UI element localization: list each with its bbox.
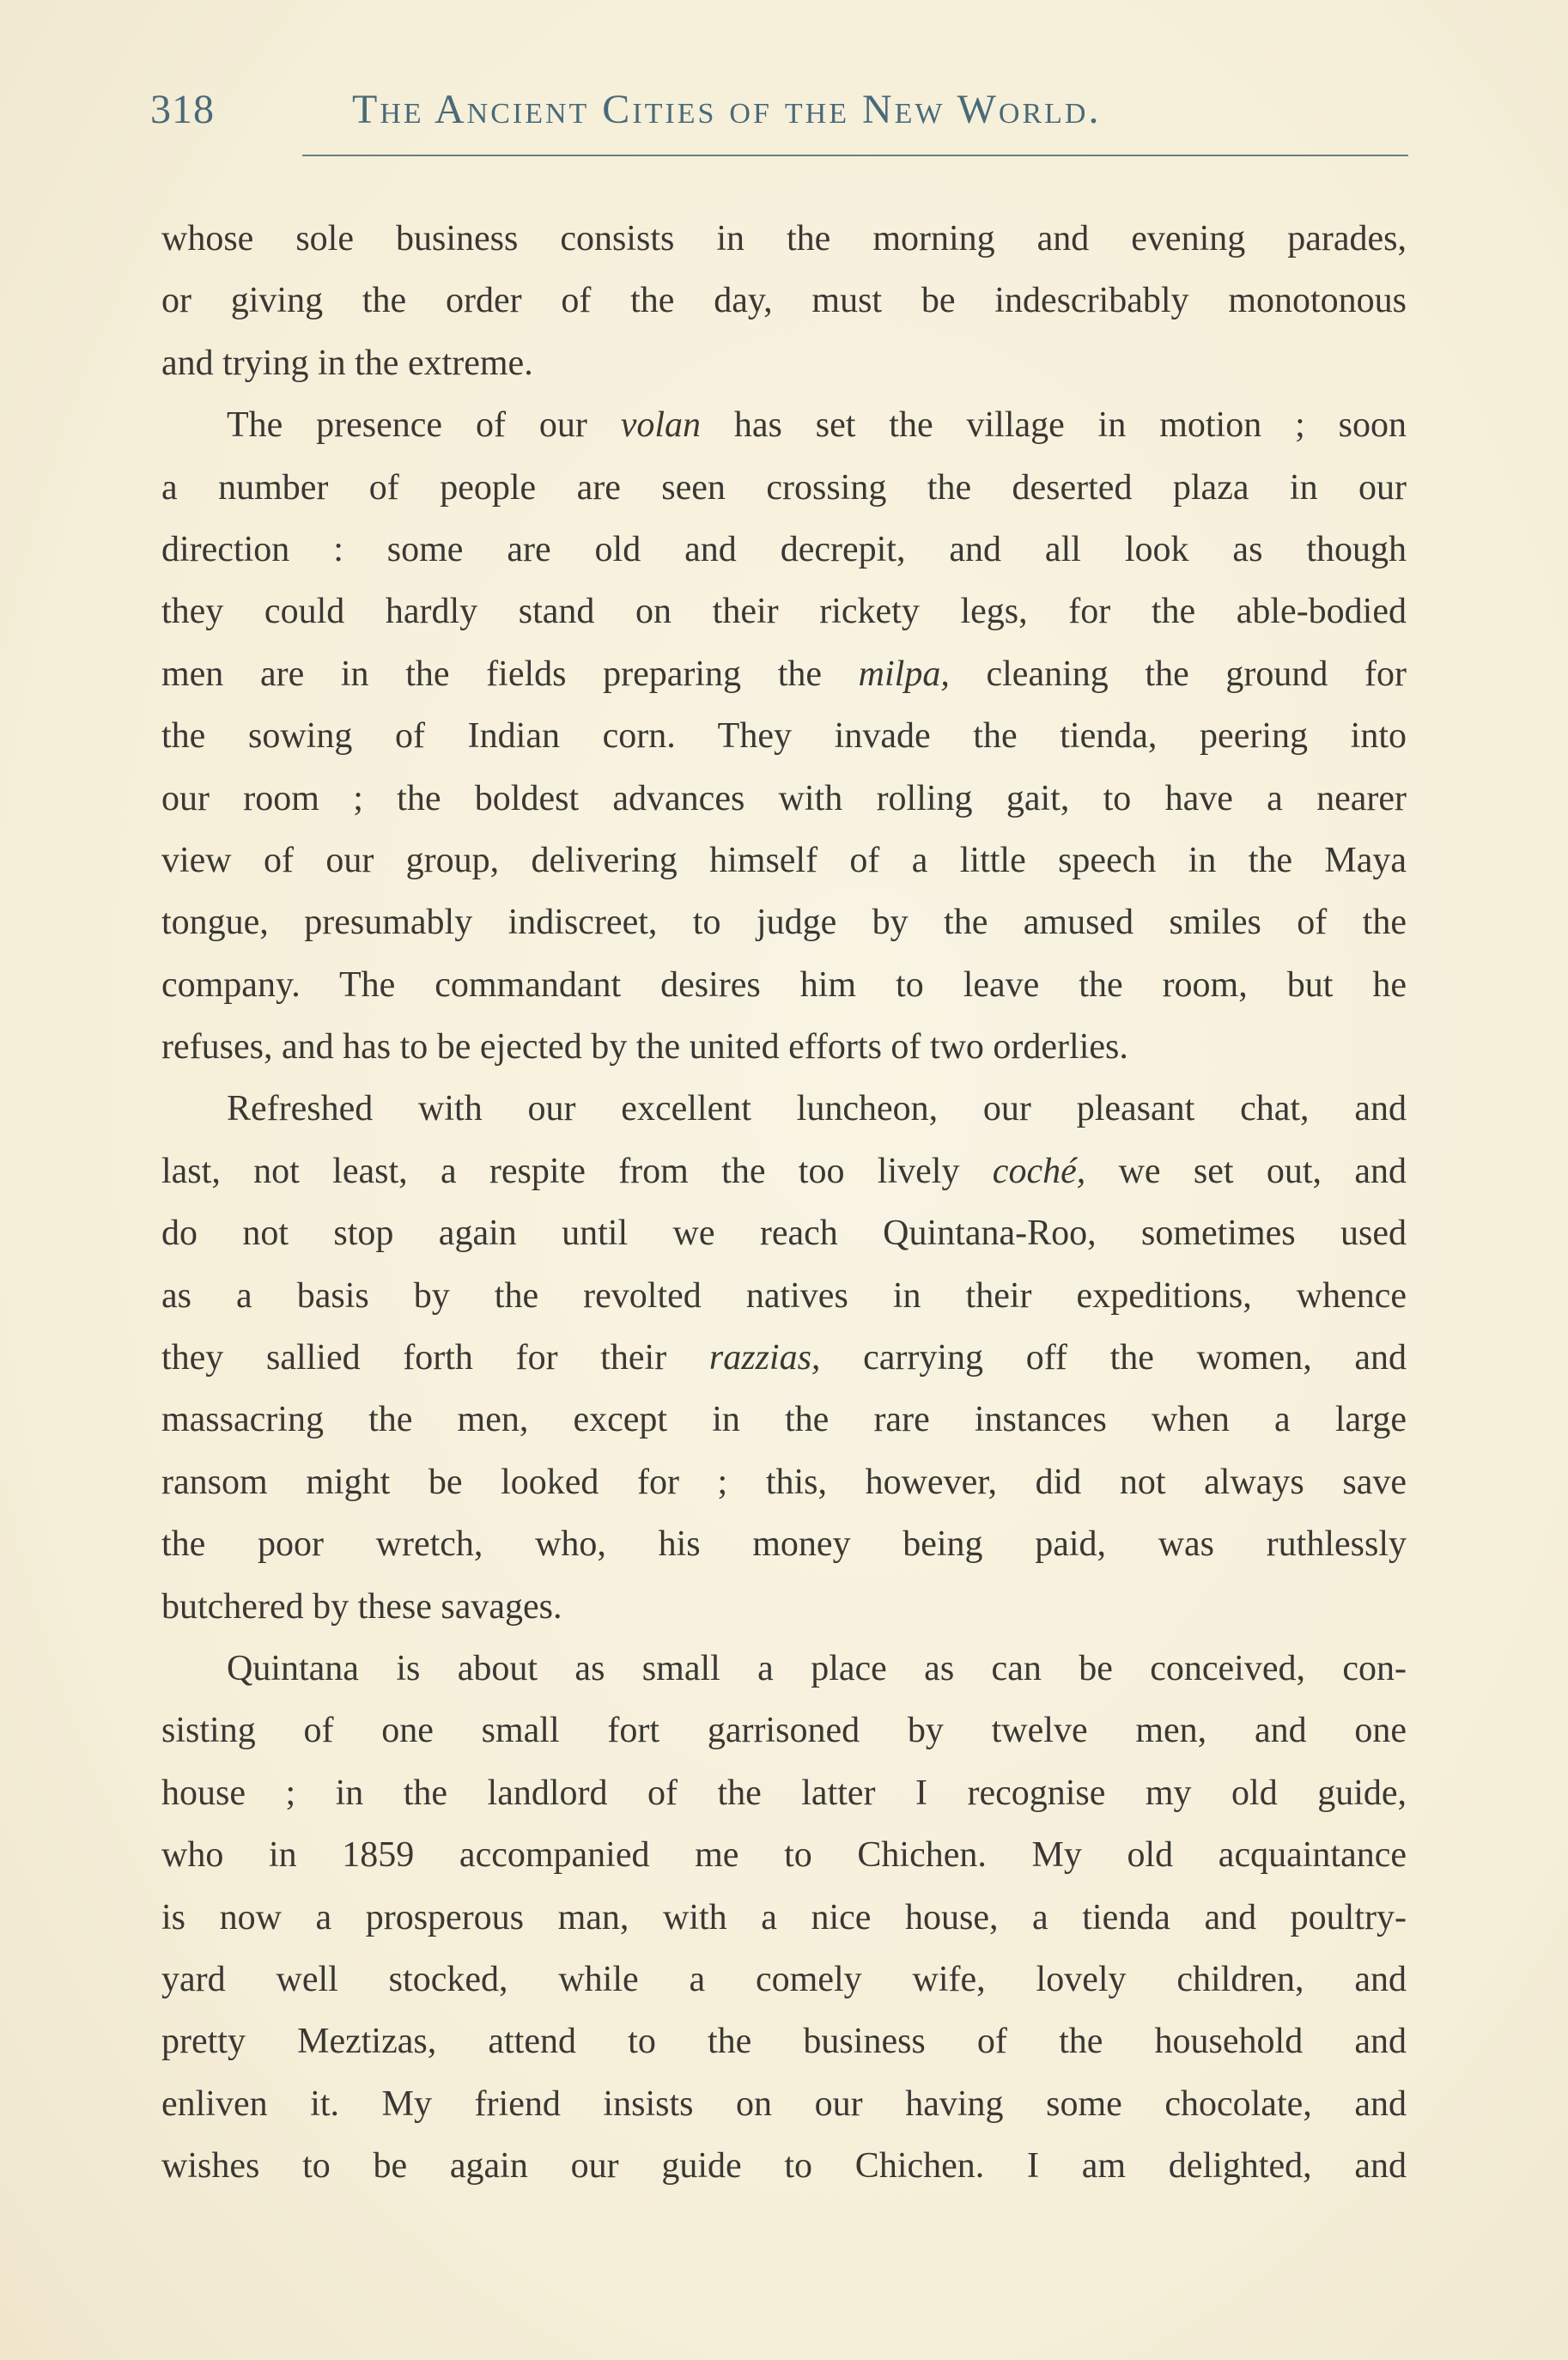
- text-segment: as a basis by the revolted natives in their expeditions, whence: [161, 1275, 1407, 1316]
- text-segment: and trying in the extreme.: [161, 343, 533, 383]
- text-line: [161, 581, 1407, 642]
- text-segment: our room ; the boldest advances with rolling gait, to have a nearer: [161, 778, 1407, 818]
- text-segment: Quintana is about as small a place as can be conceived, con-: [227, 1648, 1407, 1688]
- text-line: [161, 1513, 1407, 1575]
- text-line: [161, 1016, 1407, 1078]
- italic-term: razzias,: [708, 1338, 821, 1378]
- text-segment: whose sole business consists in the morning and evening parades,: [161, 219, 1407, 259]
- running-title: The Ancient Cities of the New World.: [352, 87, 1102, 132]
- text-line: [161, 705, 1407, 767]
- text-segment: enliven it. My friend insists on our having some chocolate, and: [161, 2083, 1407, 2124]
- text-line: [161, 1389, 1407, 1451]
- text-line: [161, 1638, 1407, 1700]
- text-line: [161, 1202, 1407, 1264]
- text-line: [161, 1140, 1407, 1202]
- text-line: [161, 768, 1407, 830]
- text-line: [161, 270, 1407, 331]
- page-number: 318: [150, 87, 215, 132]
- text-segment: men are in the fields preparing the: [161, 654, 859, 694]
- text-segment: a number of people are seen crossing the deserted plaza in our: [161, 467, 1407, 508]
- text-segment: has set the village in motion ; soon: [701, 405, 1407, 446]
- text-segment: last, not least, a respite from the too lively: [161, 1151, 993, 1191]
- text-segment: we set out, and: [1085, 1151, 1407, 1191]
- text-segment: butchered by these savages.: [161, 1586, 562, 1627]
- italic-term: volan: [620, 405, 702, 446]
- text-segment: house ; in the landlord of the latter I recognise my old guide,: [161, 1773, 1407, 1813]
- text-segment: they could hardly stand on their rickety legs, for the able-bodied: [161, 592, 1407, 632]
- text-line: [161, 208, 1407, 270]
- text-segment: view of our group, delivering himself of a little speech in the Maya: [161, 840, 1407, 880]
- text-segment: The presence of our: [227, 405, 621, 446]
- header-rule: [302, 155, 1408, 156]
- text-line: [161, 2073, 1407, 2135]
- text-segment: yard well stocked, while a comely wife, lovely children, and: [161, 1959, 1407, 1999]
- text-line: [161, 457, 1407, 519]
- text-segment: carrying off the women, and: [820, 1338, 1407, 1378]
- text-line: [161, 332, 1407, 394]
- text-segment: or giving the order of the day, must be indescribably monotonous: [161, 281, 1407, 321]
- text-line: [161, 519, 1407, 581]
- page-header: [150, 86, 1413, 137]
- text-line: [161, 394, 1407, 456]
- text-segment: ransom might be looked for ; this, however, did not always save: [161, 1462, 1407, 1502]
- text-line: [161, 1949, 1407, 2010]
- text-segment: the poor wretch, who, his money being paid, was ruthlessly: [161, 1524, 1407, 1565]
- text-segment: sisting of one small fort garrisoned by twelve men, and one: [161, 1711, 1407, 1751]
- text-line: [161, 2010, 1407, 2072]
- text-line: [161, 1078, 1407, 1140]
- italic-term: coché,: [992, 1151, 1086, 1191]
- text-line: [161, 891, 1407, 953]
- text-line: [161, 1762, 1407, 1824]
- text-line: [161, 1265, 1407, 1327]
- italic-term: milpa,: [858, 654, 950, 694]
- text-line: [161, 2135, 1407, 2197]
- text-segment: do not stop again until we reach Quintana-Roo, sometimes used: [161, 1213, 1407, 1254]
- text-segment: is now a prosperous man, with a nice house, a tienda and poultry-: [161, 1897, 1407, 1937]
- text-segment: company. The commandant desires him to leave the room, but he: [161, 964, 1407, 1005]
- text-segment: refuses, and has to be ejected by the united efforts of two orderlies.: [161, 1027, 1128, 1067]
- text-segment: the sowing of Indian corn. They invade the tienda, peering into: [161, 716, 1407, 757]
- text-segment: tongue, presumably indiscreet, to judge by the amused smiles of the: [161, 903, 1407, 943]
- text-line: [161, 1451, 1407, 1513]
- text-segment: wishes to be again our guide to Chichen. I am delighted, and: [161, 2146, 1407, 2187]
- text-segment: who in 1859 accompanied me to Chichen. My old acquaintance: [161, 1835, 1407, 1876]
- text-segment: direction : some are old and decrepit, and all look as though: [161, 529, 1407, 569]
- text-line: [161, 1700, 1407, 1761]
- text-segment: massacring the men, except in the rare instances when a large: [161, 1400, 1407, 1440]
- text-line: [161, 1576, 1407, 1638]
- text-line: [161, 1887, 1407, 1949]
- body-text: [161, 208, 1407, 2198]
- text-line: [161, 954, 1407, 1016]
- text-line: [161, 1824, 1407, 1886]
- text-line: [161, 830, 1407, 891]
- text-segment: cleaning the ground for: [949, 654, 1407, 694]
- text-line: [161, 1327, 1407, 1389]
- text-line: [161, 643, 1407, 705]
- text-segment: pretty Meztizas, attend to the business of the household and: [161, 2022, 1407, 2062]
- text-segment: Refreshed with our excellent luncheon, our pleasant chat, and: [227, 1089, 1407, 1129]
- text-segment: they sallied forth for their: [161, 1338, 709, 1378]
